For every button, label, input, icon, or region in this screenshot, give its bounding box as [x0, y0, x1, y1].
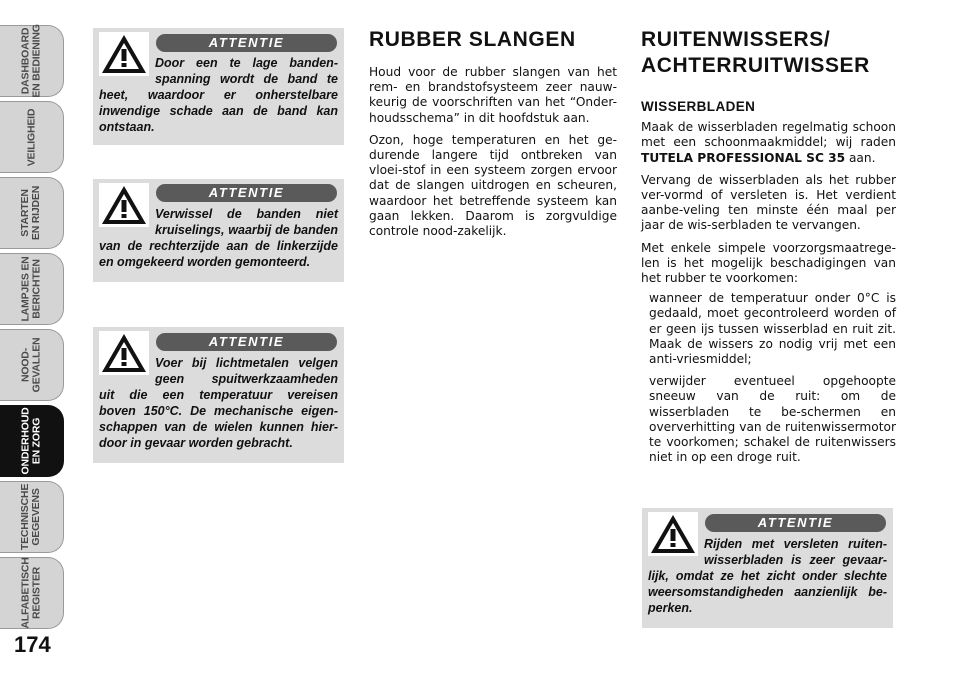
warning-line: en omgekeerd worden gemonteerd. — [99, 255, 311, 269]
tab-lampjes[interactable] — [0, 253, 64, 325]
tab-label: DASHBOARD EN BEDIENING — [19, 24, 43, 98]
warning-line: geen spuitwerkzaamheden — [155, 372, 338, 386]
paragraph-text: Maak de wisserbladen regelmatig schoon met een schoonmaakmiddel; wij raden — [641, 120, 896, 150]
paragraph-text: aan. — [845, 150, 876, 165]
attention-banner: ATTENTIE — [705, 514, 886, 532]
tab-label: VEILIGHEID — [24, 108, 37, 166]
warning-line: Rijden met versleten ruiten- — [704, 537, 887, 551]
paragraph: Vervang de wisserbladen als het rubber ver-vormd of versleten is. Het verdient aanbe-veling ten minste één maal per jaar de wis-serbladen te vervangen. — [641, 172, 896, 233]
rubber-hoses-section — [369, 27, 617, 239]
warning-line: inwendige schade aan de band kan — [99, 104, 338, 118]
tab-label: NOOD- GEVALLEN — [19, 337, 43, 393]
warning-line: wisserbladen is zeer gevaar- — [704, 553, 887, 567]
tab-label: ONDERHOUD EN ZORG — [19, 407, 43, 475]
warning-line: ontstaan. — [99, 120, 155, 134]
warning-line: kruiselings, waarbij de banden — [155, 223, 338, 237]
attention-banner: ATTENTIE — [156, 34, 337, 52]
paragraph — [641, 120, 896, 166]
tab-dashboard[interactable] — [0, 25, 64, 97]
warning-line: perken. — [648, 601, 693, 615]
paragraph: Houd voor de rubber slangen van het rem- en brandstofsysteem zeer nauw-keurig de voorschriften van het “Onder-houdsschema” in dit hoofdstuk aan. — [369, 65, 617, 125]
tab-alfabetisch-register[interactable] — [0, 557, 64, 629]
warning-box-tire-rotation — [93, 179, 344, 282]
section-title-line2: ACHTERRUITWISSER — [641, 54, 870, 77]
warning-line: heet, waardoor er onherstelbare — [99, 88, 338, 102]
tab-label: ALFABETISCH REGISTER — [19, 557, 43, 629]
tab-veiligheid[interactable] — [0, 101, 64, 173]
warning-line: boven 150°C. De mechanische eigen- — [99, 404, 338, 418]
tab-onderhoud[interactable] — [0, 405, 64, 477]
warning-line: schappen van de wielen kunnen hier- — [99, 420, 338, 434]
subsection-title: WISSERBLADEN — [641, 99, 756, 114]
warning-line: Voer bij lichtmetalen velgen — [155, 356, 338, 370]
tab-label: TECHNISCHE GEGEVENS — [19, 483, 43, 551]
warning-line: spanning wordt de band te — [155, 72, 338, 86]
warning-box-worn-wipers — [642, 508, 893, 628]
warning-line: Door een te lage banden- — [155, 56, 338, 70]
paragraph: Ozon, hoge temperaturen en het ge-durende langere tijd ontbreken van vloei-stof in een systeem zorgen ervoor dat de slangen uitdrogen en scheuren, waardoor het betreffende systeem kan gaan lekken. Daarom is zorgvuldige controle nood-zakelijk. — [369, 132, 617, 239]
attention-banner: ATTENTIE — [156, 184, 337, 202]
warning-box-alloy-wheels — [93, 327, 344, 463]
wipers-section — [641, 27, 896, 465]
warning-line: lijk, omdat ze het zicht onder slechte — [648, 569, 887, 583]
list-item: wanneer de temperatuur onder 0°C is gedaald, moet gecontroleerd worden of er geen ijs tussen wisserblad en ruit zit. Maak de wissers zo nodig vrij met een anti-vriesmiddel; — [649, 291, 896, 367]
warning-line: uit die een temperatuur vereisen — [99, 388, 338, 402]
warning-box-tire-pressure — [93, 28, 344, 145]
paragraph: Met enkele simpele voorzorgsmaatrege-len is het mogelijk beschadigingen van het rubber te voorkomen: — [641, 240, 896, 286]
warning-line: Verwissel de banden niet — [155, 207, 338, 221]
tab-technische-gegevens[interactable] — [0, 481, 64, 553]
tab-starten[interactable] — [0, 177, 64, 249]
warning-line: van de rechterzijde aan de linkerzijde — [99, 239, 338, 253]
warning-line: door in gevaar worden gebracht. — [99, 436, 293, 450]
warning-line: weersomstandigheden aanzienlijk be- — [648, 585, 887, 599]
section-title: RUBBER SLANGEN — [369, 28, 576, 51]
tab-label: LAMPJES EN BERICHTEN — [19, 256, 43, 322]
product-name: TUTELA PROFESSIONAL SC 35 — [641, 150, 846, 165]
tab-label: STARTEN EN RIJDEN — [19, 185, 43, 241]
attention-banner: ATTENTIE — [156, 333, 337, 351]
tab-noodgevallen[interactable] — [0, 329, 64, 401]
list-item: verwijder eventueel opgehoopte sneeuw van de ruit: om de wisserbladen te be-schermen en oververhitting van de ruitenwissermotor te voorkomen; schakel de ruitenwissers niet in op een droge ruit. — [649, 374, 896, 465]
page-number: 174 — [14, 632, 51, 657]
section-title-line1: RUITENWISSERS/ — [641, 28, 831, 51]
